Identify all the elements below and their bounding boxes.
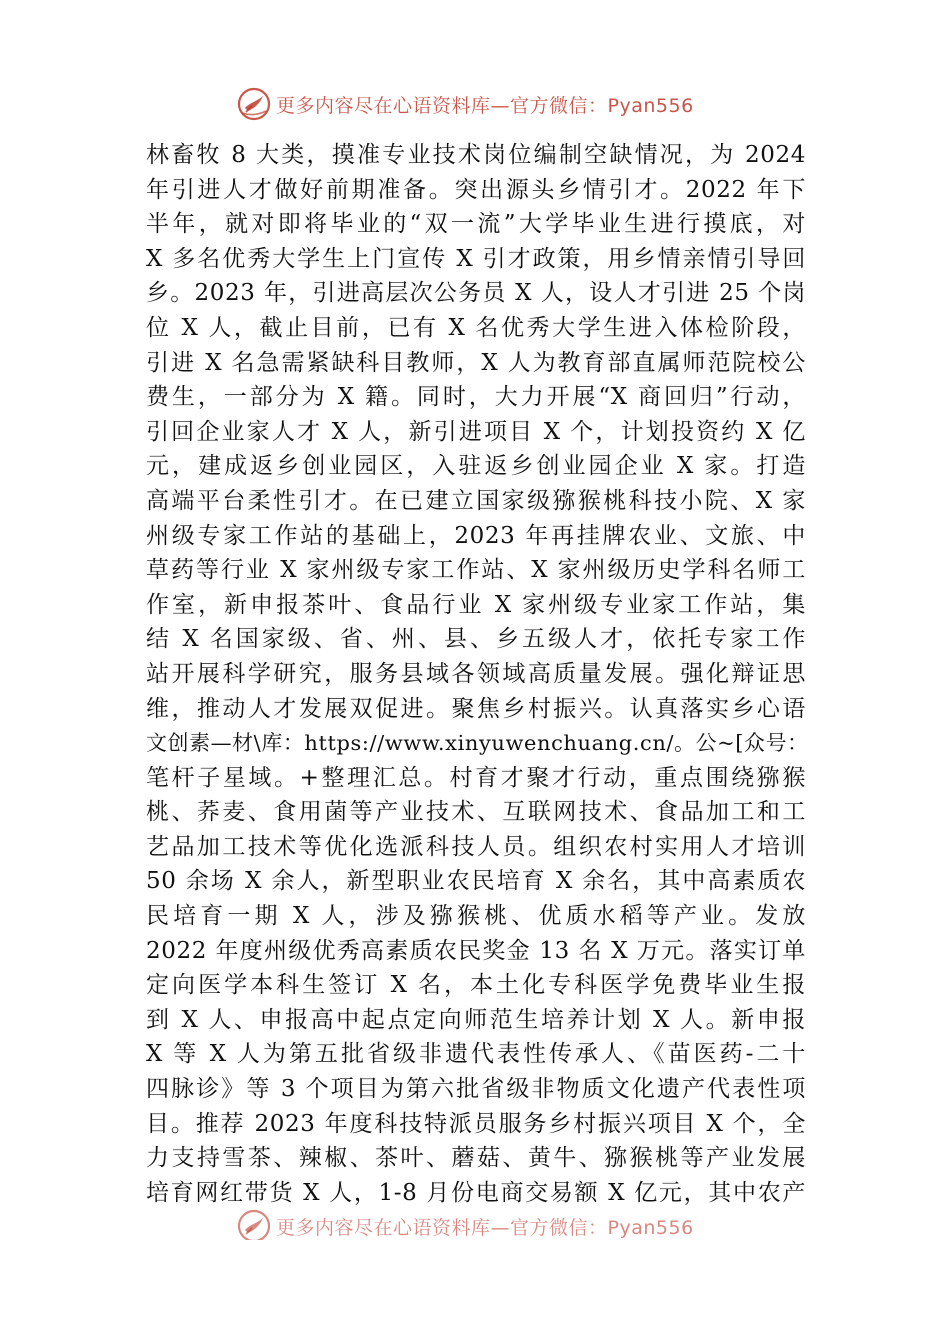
book-quill-logo-icon [236, 86, 272, 122]
text-line: 目。推荐 2023 年度科技特派员服务乡村振兴项目 X 个，全 [146, 1110, 806, 1137]
document-body [146, 138, 809, 1210]
text-line: 结 X 名国家级、省、州、县、乡五级人才，依托专家工作 [146, 626, 806, 653]
text-line: 培育网红带货 X 人，1-8 月份电商交易额 X 亿元，其中农产 [146, 1179, 806, 1206]
text-line: 费生，一部分为 X 籍。同时，大力开展“X 商回归”行动， [146, 384, 806, 411]
text-line: 文创素—材\库：https://www.xinyuwenchuang.cn/。公~[众号： [146, 731, 809, 756]
text-line: 高端平台柔性引才。在已建立国家级猕猴桃科技小院、X 家 [146, 487, 806, 514]
text-line: 四脉诊》等 3 个项目为第六批省级非物质文化遗产代表性项 [146, 1076, 806, 1103]
text-line: 州级专家工作站的基础上，2023 年再挂牌农业、文旅、中 [146, 522, 806, 549]
text-line: 力支持雪茶、辣椒、茶叶、蘑菇、黄牛、猕猴桃等产业发展 [146, 1145, 806, 1172]
text-line: 乡。2023 年，引进高层次公务员 X 人，设人才引进 25 个岗 [146, 280, 806, 307]
text-line: 作室，新申报茶叶、食品行业 X 家州级专业家工作站，集 [146, 591, 806, 618]
text-line: 引进 X 名急需紧缺科目教师，X 人为教育部直属师范院校公 [146, 349, 806, 376]
text-line: 50 余场 X 余人，新型职业农民培育 X 余名，其中高素质农 [146, 868, 806, 895]
header-watermark-banner [236, 84, 694, 124]
text-line: 草药等行业 X 家州级专家工作站、X 家州级历史学科名师工 [146, 557, 806, 584]
text-line: 引回企业家人才 X 人，新引进项目 X 个，计划投资约 X 亿 [146, 418, 806, 445]
text-line: 林畜牧 8 大类，摸准专业技术岗位编制空缺情况，为 2024 [146, 142, 806, 168]
text-line: 定向医学本科生签订 X 名，本土化专科医学免费毕业生报 [146, 972, 806, 999]
footer-watermark-banner [236, 1200, 694, 1240]
text-line: 桃、荞麦、食用菌等产业技术、互联网技术、食品加工和工 [146, 799, 806, 826]
text-line: 到 X 人、申报高中起点定向师范生培养计划 X 人。新申报 [146, 1006, 806, 1033]
text-line: 艺品加工技术等优化选派科技人员。组织农村实用人才培训 [146, 833, 806, 860]
text-line: 半年，就对即将毕业的“双一流”大学毕业生进行摸底，对 [146, 211, 806, 238]
text-line: 位 X 人，截止目前，已有 X 名优秀大学生进入体检阶段， [146, 314, 806, 341]
text-line: X 等 X 人为第五批省级非遗代表性传承人、《苗医药-二十 [146, 1041, 806, 1068]
text-line: 维，推动人才发展双促进。聚焦乡村振兴。认真落实乡心语 [146, 695, 806, 722]
book-quill-logo-icon [236, 1208, 272, 1240]
footer-banner-text: 更多内容尽在心语资料库—官方微信：Pyan556 [276, 1216, 694, 1239]
text-line: 元，建成返乡创业园区，入驻返乡创业园企业 X 家。打造 [146, 453, 806, 480]
text-line: 站开展科学研究，服务县域各领域高质量发展。强化辩证思 [146, 660, 806, 687]
text-line: 笔杆子星域。+整理汇总。村育才聚才行动，重点围绕猕猴 [146, 764, 806, 791]
text-line: 民培育一期 X 人，涉及猕猴桃、优质水稻等产业。发放 [146, 903, 806, 930]
text-line: X 多名优秀大学生上门宣传 X 引才政策，用乡情亲情引导回 [146, 245, 806, 272]
header-banner-text: 更多内容尽在心语资料库—官方微信：Pyan556 [276, 94, 694, 117]
text-line: 年引进人才做好前期准备。突出源头乡情引才。2022 年下 [146, 176, 806, 203]
text-line: 2022 年度州级优秀高素质农民奖金 13 名 X 万元。落实订单 [146, 937, 806, 964]
